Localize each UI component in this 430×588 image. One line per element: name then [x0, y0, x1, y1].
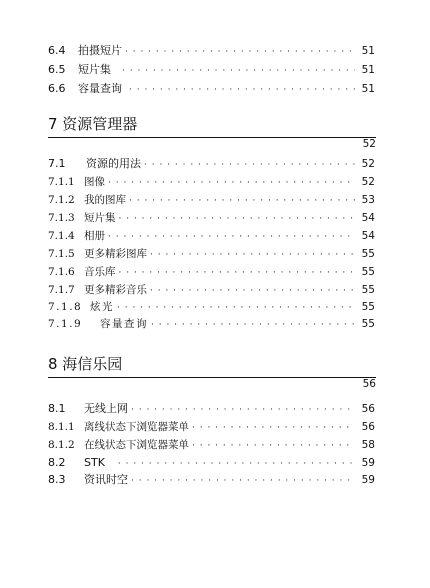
- entry-title: 资讯时空: [84, 473, 128, 486]
- entry-number: 6.5: [48, 63, 66, 76]
- entry-page-number: 58: [361, 439, 375, 451]
- entry-page-number: 54: [361, 230, 375, 242]
- entry-title: 相册: [84, 230, 105, 242]
- toc-entry[interactable]: [48, 191, 375, 207]
- toc-entry[interactable]: [48, 155, 375, 171]
- toc-entry[interactable]: [48, 61, 375, 77]
- toc-entry[interactable]: [48, 454, 375, 470]
- toc-entry[interactable]: [48, 400, 375, 416]
- entry-number: 7.1.9: [48, 318, 83, 330]
- entry-page-number: 51: [361, 64, 375, 76]
- entry-title: 我的图库: [84, 194, 126, 206]
- dot-leader: [122, 65, 355, 77]
- toc-entry[interactable]: [48, 418, 375, 434]
- dot-leader: [117, 302, 355, 314]
- toc-entry[interactable]: [48, 263, 375, 279]
- dot-leader: [108, 231, 355, 243]
- entry-number: 7.1: [48, 157, 66, 170]
- chapter-title: 7 资源管理器: [48, 115, 138, 133]
- entry-title: 炫光: [90, 301, 114, 313]
- toc-entry[interactable]: [48, 471, 375, 487]
- toc-entry[interactable]: [48, 315, 375, 331]
- entry-title: 容量查询: [100, 318, 148, 330]
- entry-page-number: 59: [361, 457, 375, 469]
- entry-number: 8.1: [48, 402, 66, 415]
- dot-leader: [131, 475, 355, 487]
- dot-leader: [192, 440, 355, 452]
- dot-leader: [144, 159, 355, 171]
- chapter-page-number: 56: [362, 378, 376, 390]
- chapter-heading[interactable]: [48, 115, 376, 150]
- entry-number: 8.1.2: [48, 439, 75, 451]
- dot-leader: [119, 267, 356, 279]
- entry-title: 容量查询: [78, 82, 122, 95]
- toc-entry[interactable]: [48, 227, 375, 243]
- entry-number: 7.1.2: [48, 194, 75, 206]
- entry-page-number: 54: [361, 212, 375, 224]
- toc-entry[interactable]: [48, 298, 375, 314]
- dot-leader: [150, 285, 355, 297]
- entry-title: 更多精彩音乐: [84, 284, 147, 296]
- entry-page-number: 53: [361, 194, 375, 206]
- entry-number: 6.6: [48, 82, 66, 95]
- entry-title: 音乐库: [84, 266, 116, 278]
- entry-number: 7.1.8: [48, 301, 83, 313]
- entry-title: 无线上网: [84, 402, 128, 415]
- entry-title: 短片集: [78, 63, 111, 76]
- entry-page-number: 51: [361, 83, 375, 95]
- entry-page-number: 55: [361, 248, 375, 260]
- entry-title: 资源的用法: [86, 157, 141, 170]
- entry-number: 7.1.6: [48, 266, 75, 278]
- entry-title: 拍摄短片: [78, 44, 122, 57]
- dot-leader: [118, 458, 355, 470]
- entry-title: 更多精彩图库: [84, 248, 147, 260]
- dot-leader: [131, 404, 355, 416]
- toc-entry[interactable]: [48, 209, 375, 225]
- entry-page-number: 52: [361, 176, 375, 188]
- entry-title: 离线状态下浏览器菜单: [84, 421, 189, 433]
- entry-page-number: 56: [361, 421, 375, 433]
- entry-number: 8.2: [48, 456, 66, 469]
- dot-leader: [129, 84, 355, 96]
- dot-leader: [125, 46, 355, 58]
- entry-number: 7.1.1: [48, 176, 75, 188]
- chapter-page-number: 52: [362, 138, 376, 150]
- toc-entry[interactable]: [48, 245, 375, 261]
- entry-title: 图像: [84, 176, 105, 188]
- toc-entry[interactable]: [48, 436, 375, 452]
- entry-number: 8.3: [48, 473, 66, 486]
- entry-page-number: 55: [361, 284, 375, 296]
- entry-title: 短片集: [84, 212, 116, 224]
- entry-page-number: 55: [361, 301, 375, 313]
- chapter-title: 8 海信乐园: [48, 355, 123, 373]
- entry-page-number: 51: [361, 45, 375, 57]
- dot-leader: [150, 249, 355, 261]
- entry-title: STK: [84, 456, 105, 469]
- entry-page-number: 55: [361, 318, 375, 330]
- toc-entry[interactable]: [48, 173, 375, 189]
- toc-entry[interactable]: [48, 80, 375, 96]
- toc-entry[interactable]: [48, 42, 375, 58]
- entry-page-number: 52: [361, 158, 375, 170]
- entry-number: 7.1.7: [48, 284, 75, 296]
- entry-title: 在线状态下浏览器菜单: [84, 439, 189, 451]
- entry-number: 7.1.4: [48, 230, 75, 242]
- dot-leader: [192, 422, 355, 434]
- chapter-heading[interactable]: [48, 355, 376, 390]
- entry-number: 7.1.3: [48, 212, 75, 224]
- entry-number: 6.4: [48, 44, 66, 57]
- entry-page-number: 56: [361, 403, 375, 415]
- toc-entry[interactable]: [48, 281, 375, 297]
- entry-page-number: 55: [361, 266, 375, 278]
- entry-page-number: 59: [361, 474, 375, 486]
- dot-leader: [119, 213, 356, 225]
- dot-leader: [151, 319, 355, 331]
- entry-number: 7.1.5: [48, 248, 75, 260]
- entry-number: 8.1.1: [48, 421, 75, 433]
- dot-leader: [108, 177, 355, 189]
- dot-leader: [129, 195, 355, 207]
